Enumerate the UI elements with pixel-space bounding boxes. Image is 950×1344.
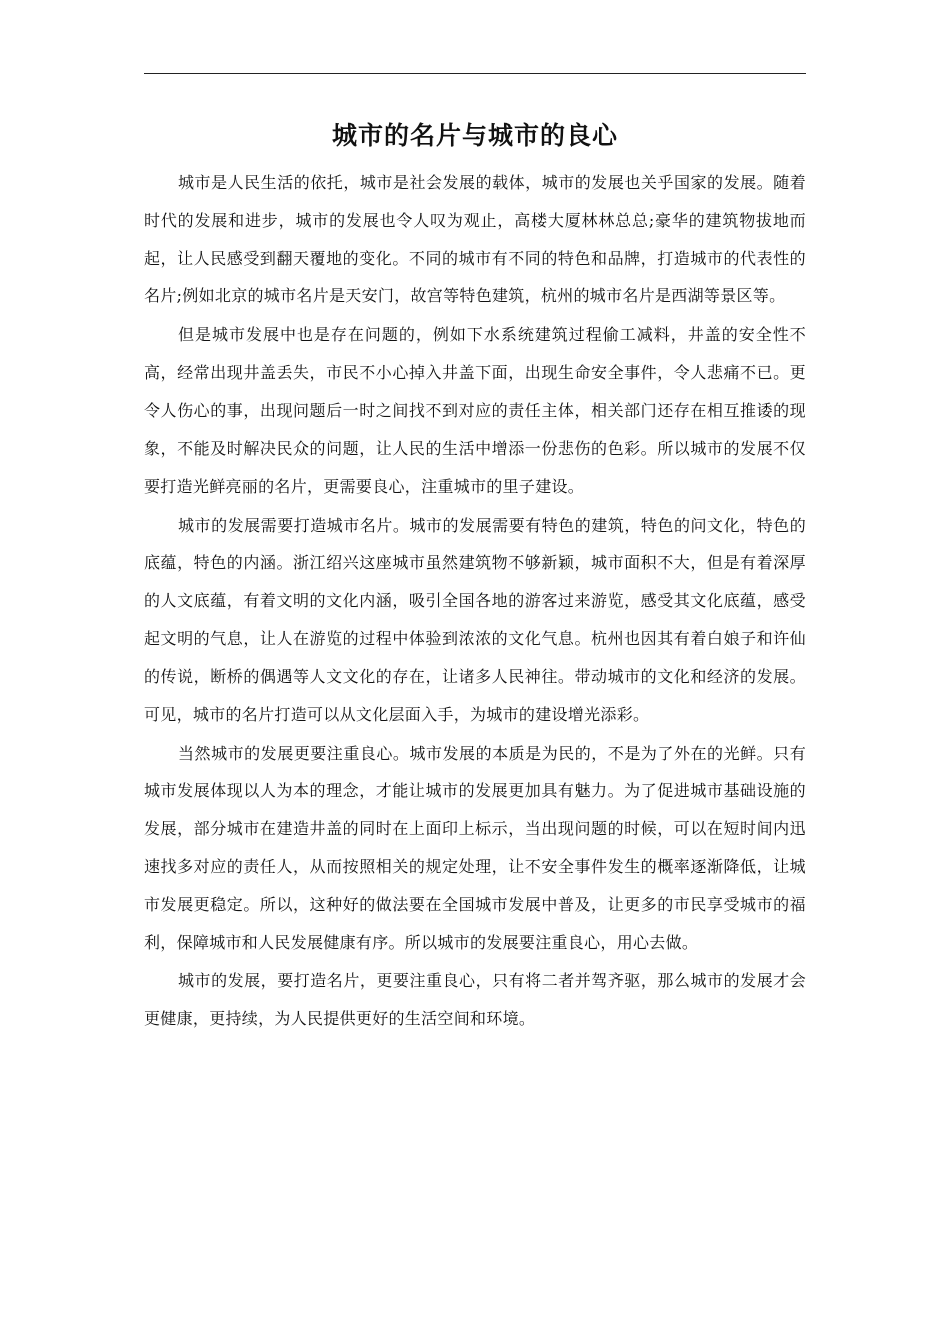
document-title: 城市的名片与城市的良心 xyxy=(331,121,618,150)
paragraph-5: 城市的发展，要打造名片，更要注重良心，只有将二者并驾齐驱，那么城市的发展才会更健康，更持续，为人民提供更好的生活空间和环境。 xyxy=(144,971,806,1029)
document-body xyxy=(144,164,806,1039)
header-divider xyxy=(144,73,806,74)
paragraph-4: 当然城市的发展更要注重良心。城市发展的本质是为民的，不是为了外在的光鲜。只有城市发展体现以人为本的理念，才能让城市的发展更加具有魅力。为了促进城市基础设施的发展，部分城市在建造井盖的同时在上面印上标示，当出现问题的时候，可以在短时间内迅速找多对应的责任人，从而按照相关的规定处理，让不安全事件发生的概率逐渐降低，让城市发展更稳定。所以，这种好的做法要在全国城市发展中普及，让更多的市民享受城市的福利，保障城市和人民发展健康有序。所以城市的发展要注重良心，用心去做。 xyxy=(144,743,806,952)
paragraph-2: 但是城市发展中也是存在问题的，例如下水系统建筑过程偷工减料，井盖的安全性不高，经常出现井盖丢失，市民不小心掉入井盖下面，出现生命安全事件，令人悲痛不已。更令人伤心的事，出现问题后一时之间找不到对应的责任主体，相关部门还存在相互推诿的现象，不能及时解决民众的问题，让人民的生活中增添一份悲伤的色彩。所以城市的发展不仅要打造光鲜亮丽的名片，更需要良心，注重城市的里子建设。 xyxy=(144,325,806,496)
paragraph-3: 城市的发展需要打造城市名片。城市的发展需要有特色的建筑，特色的问文化，特色的底蕴，特色的内涵。浙江绍兴这座城市虽然建筑物不够新颖，城市面积不大，但是有着深厚的人文底蕴，有着文明的文化内涵，吸引全国各地的游客过来游览，感受其文化底蕴，感受起文明的气息，让人在游览的过程中体验到浓浓的文化气息。杭州也因其有着白娘子和许仙的传说，断桥的偶遇等人文文化的存在，让诸多人民神往。带动城市的文化和经济的发展。可见，城市的名片打造可以从文化层面入手，为城市的建设增光添彩。 xyxy=(144,515,806,724)
paragraph-1: 城市是人民生活的依托，城市是社会发展的载体，城市的发展也关乎国家的发展。随着时代的发展和进步，城市的发展也令人叹为观止，高楼大厦林林总总;豪华的建筑物拔地而起，让人民感受到翻天覆地的变化。不同的城市有不同的特色和品牌，打造城市的代表性的名片;例如北京的城市名片是天安门，故宫等特色建筑，杭州的城市名片是西湖等景区等。 xyxy=(144,173,806,306)
